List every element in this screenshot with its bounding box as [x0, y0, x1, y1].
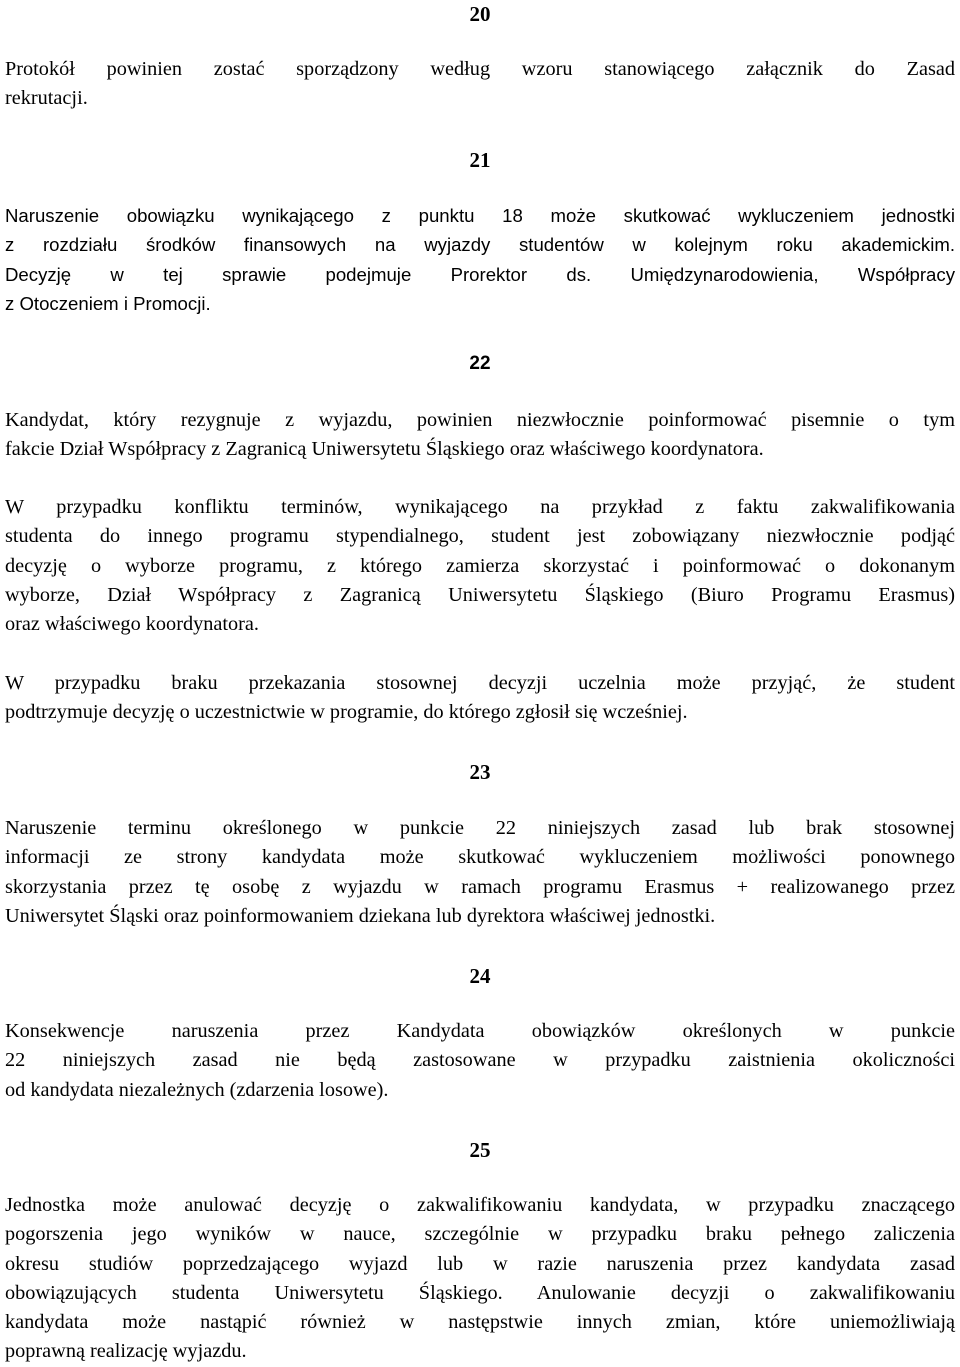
text-line: podtrzymuje decyzję o uczestnictwie w programie, do którego zgłosił się wcześniej.	[5, 701, 688, 724]
text-line: Uniwersytet Śląski oraz poinformowaniem dziekana lub dyrektora właściwej jednostki.	[5, 904, 716, 927]
text-line: W przypadku braku przekazania stosownej decyzji uczelnia może przyjąć, że student	[5, 672, 955, 694]
text-line: Jednostka może anulować decyzję o zakwalifikowaniu kandydata, w przypadku znaczącego	[5, 1194, 955, 1216]
text-line: 22 niniejszych zasad nie będą zastosowane w przypadku zaistnienia okoliczności	[5, 1049, 955, 1072]
text-line: z rozdziału środków finansowych na wyjazdy studentów w kolejnym roku akademickim.	[5, 234, 955, 256]
paragraph-20-1	[5, 55, 955, 114]
text-line: decyzję o wyborze programu, z którego zamierza skorzystać i poinformować o dokonanym	[5, 554, 955, 577]
text-line: oraz właściwego koordynatora.	[5, 613, 259, 636]
paragraph-21-1	[5, 201, 955, 318]
paragraph-22-1	[5, 406, 955, 465]
text-line: poprawną realizację wyjazdu.	[5, 1340, 247, 1363]
section-number-24: 24	[469, 964, 491, 988]
section-number-21: 21	[469, 148, 491, 172]
paragraph-24-1	[5, 1017, 955, 1105]
text-line: pogorszenia jego wyników w nauce, szczególnie w przypadku braku pełnego zaliczenia	[5, 1223, 955, 1246]
text-line: wyborze, Dział Współpracy z Zagranicą Uniwersytetu Śląskiego (Biuro Programu Erasmus)	[5, 583, 955, 606]
text-line: Naruszenie obowiązku wynikającego z punktu 18 może skutkować wykluczeniem jednostki	[5, 205, 955, 226]
text-line: studenta do innego programu stypendialnego, student jest zobowiązany niezwłocznie podjąć	[5, 525, 955, 548]
text-line: Kandydat, który rezygnuje z wyjazdu, powinien niezwłocznie poinformować pisemnie o tym	[5, 409, 955, 431]
text-line: rekrutacji.	[5, 87, 88, 110]
section-number-23: 23	[469, 760, 491, 784]
text-line: Konsekwencje naruszenia przez Kandydata obowiązków określonych w punkcie	[5, 1020, 955, 1042]
text-line: okresu studiów poprzedzającego wyjazd lub w razie naruszenia przez kandydata zasad	[5, 1252, 955, 1275]
paragraph-22-3	[5, 669, 955, 728]
text-line: W przypadku konfliktu terminów, wynikającego na przykład z faktu zakwalifikowania	[5, 496, 955, 518]
paragraph-22-2	[5, 493, 955, 639]
section-number-20: 20	[469, 2, 491, 26]
paragraph-25-1	[5, 1191, 955, 1367]
text-line: od kandydata niezależnych (zdarzenia losowe).	[5, 1078, 389, 1101]
section-number-22: 22	[469, 353, 491, 374]
text-line: Naruszenie terminu określonego w punkcie 22 niniejszych zasad lub brak stosownej	[5, 817, 955, 839]
text-line: obowiązujących studenta Uniwersytetu Śląskiego. Anulowanie decyzji o zakwalifikowaniu	[5, 1281, 955, 1304]
text-line: fakcie Dział Współpracy z Zagranicą Uniwersytetu Śląskiego oraz właściwego koordynatora.	[5, 438, 764, 461]
text-line: skorzystania przez tę osobę z wyjazdu w ramach programu Erasmus + realizowanego przez	[5, 875, 955, 898]
paragraph-23-1	[5, 814, 955, 931]
text-line: Decyzję w tej sprawie podejmuje Prorektor ds. Umiędzynarodowienia, Współpracy	[5, 263, 955, 285]
text-line: informacji ze strony kandydata może skutkować wykluczeniem możliwości ponownego	[5, 846, 955, 869]
text-line: Protokół powinien zostać sporządzony według wzoru stanowiącego załącznik do Zasad	[5, 58, 955, 80]
text-line: kandydata może nastąpić również w następstwie innych zmian, które uniemożliwiają	[5, 1311, 955, 1334]
section-number-25: 25	[469, 1138, 491, 1162]
text-line: z Otoczeniem i Promocji.	[5, 292, 211, 314]
